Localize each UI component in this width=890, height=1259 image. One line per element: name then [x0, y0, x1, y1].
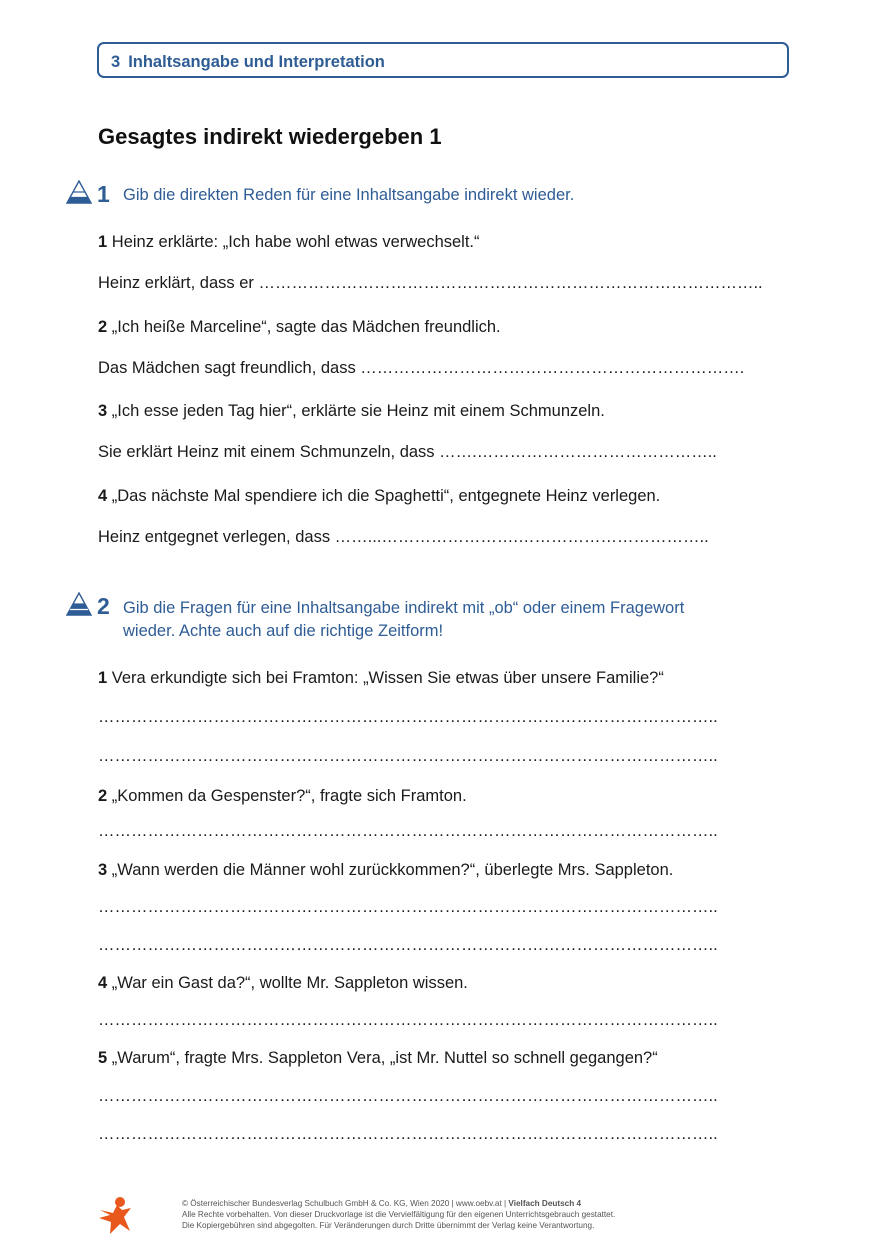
footer-line1-text: © Österreichischer Bundesverlag Schulbuch GmbH & Co. KG, Wien 2020 | www.oebv.at | [182, 1199, 509, 1208]
answer-line[interactable]: ………………………………………………………………………………………………….. [98, 1125, 718, 1143]
task2-item4-prompt [98, 974, 468, 993]
item-number: 4 [98, 487, 108, 505]
page-title: Gesagtes indirekt wiedergeben 1 [98, 124, 442, 149]
item-prompt-text: „Ich esse jeden Tag hier“, erklärte sie Heinz mit einem Schmunzeln. [107, 402, 605, 420]
task2-item1-prompt [98, 669, 664, 688]
answer-line[interactable]: ………………………………………………………………………………………………….. [98, 708, 718, 726]
task1-item1-answer[interactable]: Heinz erklärt, dass er ……………………………………………………………………………….. [98, 274, 763, 292]
item-prompt-text: „Ich heiße Marceline“, sagte das Mädchen freundlich. [107, 318, 501, 336]
pyramid-level-icon [66, 180, 92, 204]
task1-item2-answer[interactable]: Das Mädchen sagt freundlich, dass ……………………………………………………………. [98, 359, 745, 377]
chapter-header [97, 42, 789, 78]
footer-copyright [182, 1198, 615, 1231]
answer-line[interactable]: ………………………………………………………………………………………………….. [98, 1087, 718, 1105]
task2-item2-prompt [98, 787, 467, 806]
item-prompt-text: „War ein Gast da?“, wollte Mr. Sappleton wissen. [107, 974, 468, 992]
task1-item3-answer[interactable]: Sie erklärt Heinz mit einem Schmunzeln, dass …….…………………………………….. [98, 443, 717, 461]
item-number: 4 [98, 974, 108, 992]
item-number: 1 [98, 233, 108, 251]
task1-item4-answer[interactable]: Heinz entgegnet verlegen, dass ……...…………………….…………………………….. [98, 528, 709, 546]
task2-instruction-line2: wieder. Achte auch auf die richtige Zeitform! [123, 622, 444, 640]
chapter-title: Inhaltsangabe und Interpretation [128, 53, 385, 71]
task1-item2-prompt [98, 318, 501, 337]
answer-line[interactable]: ………………………………………………………………………………………………….. [98, 936, 718, 954]
item-number: 3 [98, 402, 108, 420]
item-prompt-text: „Wann werden die Männer wohl zurückkommen?“, überlegte Mrs. Sappleton. [107, 861, 674, 879]
item-prompt-text: „Kommen da Gespenster?“, fragte sich Framton. [107, 787, 467, 805]
answer-line[interactable]: ………………………………………………………………………………………………….. [98, 747, 718, 765]
answer-line[interactable]: ………………………………………………………………………………………………….. [98, 822, 718, 840]
footer-line2: Alle Rechte vorbehalten. Von dieser Druckvorlage ist die Vervielfältigung für den eigenen Unterrichtsgebrauch gestattet. [182, 1210, 616, 1219]
footer-book-title: Vielfach Deutsch 4 [508, 1199, 582, 1208]
chapter-heading [111, 53, 385, 72]
task2-item3-prompt [98, 861, 673, 880]
item-prompt-text: „Warum“, fragte Mrs. Sappleton Vera, „ist Mr. Nuttel so schnell gegangen?“ [107, 1049, 658, 1067]
task1-item3-prompt [98, 402, 605, 421]
star-figure-logo [96, 1196, 134, 1236]
item-number: 3 [98, 861, 108, 879]
answer-line[interactable]: ………………………………………………………………………………………………….. [98, 1011, 718, 1029]
pyramid-level-icon [66, 592, 92, 616]
task1-item4-prompt [98, 487, 660, 506]
item-number: 1 [98, 669, 108, 687]
item-number: 2 [98, 787, 108, 805]
footer-line3: Die Kopiergebühren sind abgegolten. Für Veränderungen durch Dritte übernimmt der Verlag keine Verantwortung. [182, 1221, 595, 1230]
item-number: 5 [98, 1049, 108, 1067]
task1-item1-prompt [98, 233, 480, 252]
task2-instruction-line1: Gib die Fragen für eine Inhaltsangabe indirekt mit „ob“ oder einem Fragewort [123, 599, 685, 617]
item-prompt-text: Heinz erklärte: „Ich habe wohl etwas verwechselt.“ [107, 233, 480, 251]
task2-number: 2 [97, 593, 110, 619]
chapter-number: 3 [111, 53, 121, 71]
task1-instruction: Gib die direkten Reden für eine Inhaltsangabe indirekt wieder. [123, 186, 575, 204]
item-prompt-text: Vera erkundigte sich bei Framton: „Wissen Sie etwas über unsere Familie?“ [107, 669, 664, 687]
footer-line1 [182, 1198, 615, 1209]
item-number: 2 [98, 318, 108, 336]
answer-line[interactable]: ………………………………………………………………………………………………….. [98, 898, 718, 916]
task2-item5-prompt [98, 1049, 658, 1068]
task1-number: 1 [97, 181, 110, 207]
item-prompt-text: „Das nächste Mal spendiere ich die Spaghetti“, entgegnete Heinz verlegen. [107, 487, 661, 505]
